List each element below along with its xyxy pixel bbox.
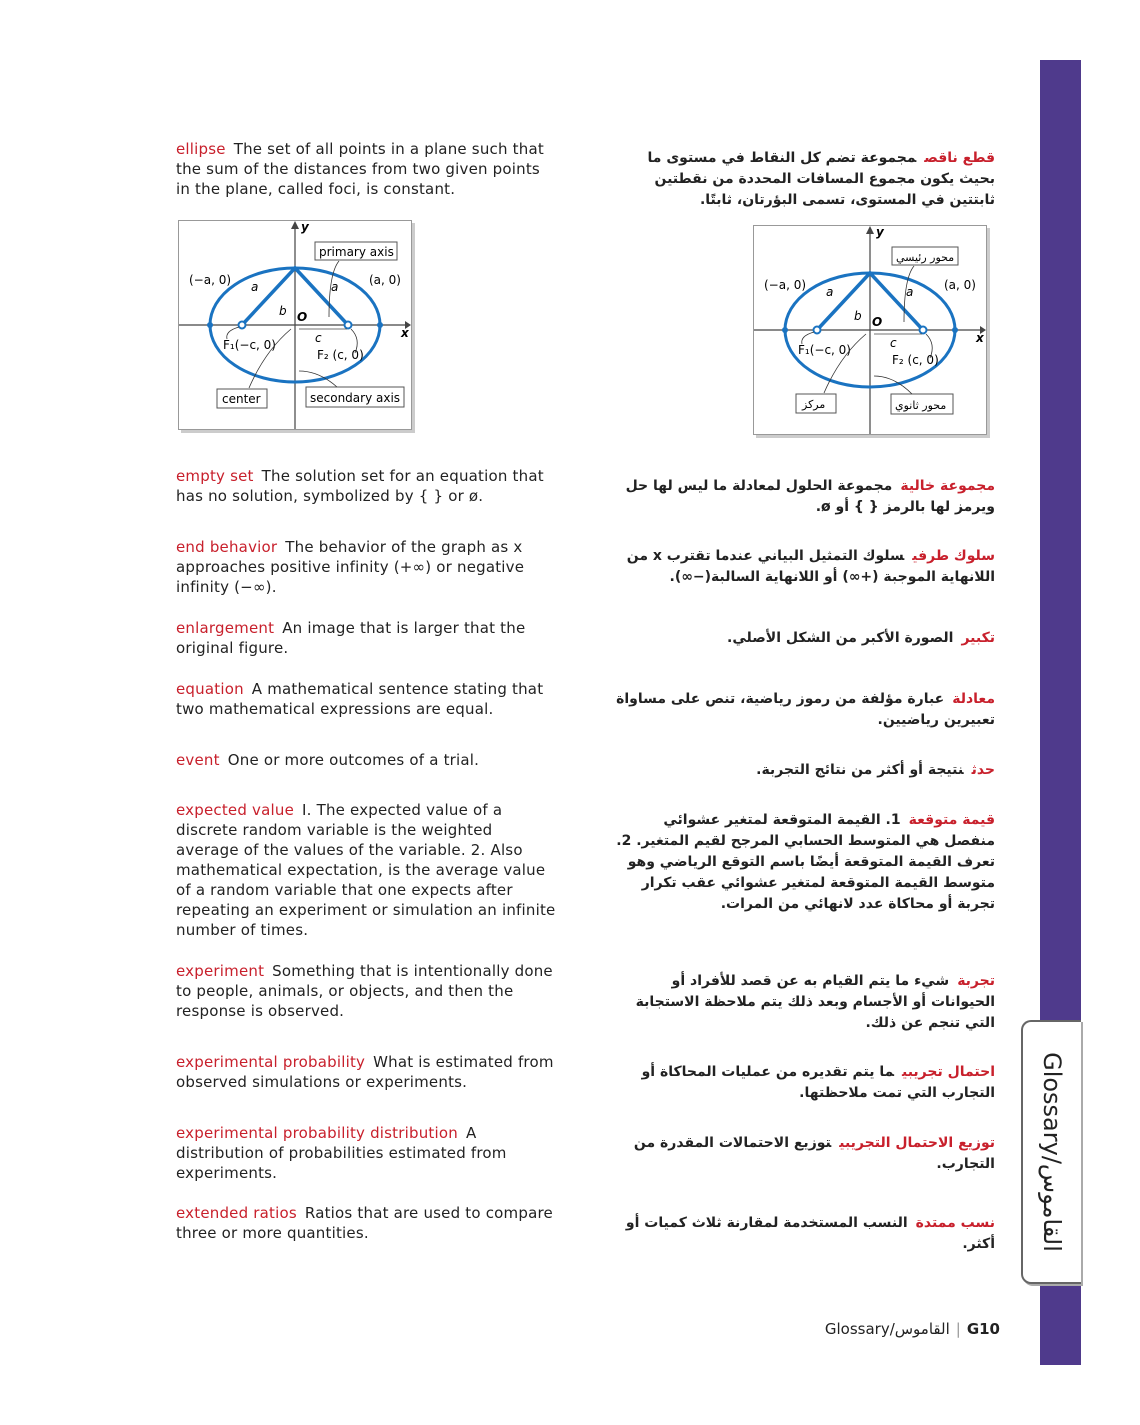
footer-label: Glossary/القاموس xyxy=(824,1320,950,1338)
pos-a-label: (a, 0) xyxy=(369,273,401,287)
term-definition-ar: مجموعة تضم كل النقاط في مستوى ما بحيث يكون مجموع المسافات المحددة من نقطتين ثابتتين في المستوى، تسمى البؤرتان، ثابتًا. xyxy=(647,150,995,208)
term-definition: A distribution of probabilities estimated from experiments. xyxy=(176,1124,507,1182)
f1-label: F₁(−c, 0) xyxy=(223,338,276,352)
entry-extended-ratios-ar xyxy=(610,1213,995,1255)
entry-ellipse-ar xyxy=(610,148,995,211)
f2-label: F₂ (c, 0) xyxy=(317,348,364,362)
a-right-label: a xyxy=(906,285,914,299)
glossary-tab-label: Glossary/القاموس xyxy=(1038,1052,1066,1252)
origin-label: O xyxy=(297,310,308,324)
entry-experimental-probability-distribution-en xyxy=(176,1123,556,1183)
ellipse-figure-ar xyxy=(753,225,987,435)
ellipse-figure-en xyxy=(178,220,412,430)
term-label: empty set xyxy=(176,467,254,485)
entry-experiment-en xyxy=(176,961,556,1021)
c-label: c xyxy=(890,336,897,350)
entry-experimental-probability-distribution-ar xyxy=(610,1133,995,1175)
term-label: event xyxy=(176,751,220,769)
term-definition: The behavior of the graph as x approaches positive infinity (+∞) or negative infinity (−∞). xyxy=(176,538,525,596)
term-label-ar: حدث xyxy=(971,762,995,778)
term-label: enlargement xyxy=(176,619,275,637)
entry-end-behavior-en xyxy=(176,537,556,597)
origin-label: O xyxy=(872,315,883,329)
term-definition: What is estimated from observed simulations or experiments. xyxy=(176,1053,554,1091)
entry-experimental-probability-en xyxy=(176,1052,556,1092)
x-label: x xyxy=(401,326,409,340)
footer-separator: | xyxy=(955,1320,961,1338)
c-label: c xyxy=(315,331,322,345)
center-label: center xyxy=(222,392,261,406)
f1-label: F₁(−c, 0) xyxy=(798,343,851,357)
x-label: x xyxy=(976,331,984,345)
a-left-label: a xyxy=(826,285,834,299)
term-definition: The set of all points in a plane such that the sum of the distances from two given points in the plane, called foci, is constant. xyxy=(176,140,544,198)
primary-axis-label: primary axis xyxy=(319,245,394,259)
term-label-ar: مجموعة خالية xyxy=(900,478,995,494)
term-label-ar: نسب ممتدة xyxy=(915,1215,995,1231)
term-definition: A mathematical sentence stating that two mathematical expressions are equal. xyxy=(176,680,544,718)
term-label-ar: قيمة متوقعة xyxy=(908,812,995,828)
term-label-ar: قطع ناقص xyxy=(924,150,995,166)
term-label-ar: تجربة xyxy=(957,973,995,989)
term-label: ellipse xyxy=(176,140,226,158)
entry-end-behavior-ar xyxy=(610,546,995,588)
entry-experimental-probability-ar xyxy=(610,1062,995,1104)
term-label: extended ratios xyxy=(176,1204,297,1222)
entry-expected-value-ar xyxy=(610,810,995,915)
term-label-ar: سلوك طرفي xyxy=(912,548,995,564)
entry-equation-ar xyxy=(610,689,995,731)
term-definition: I. The expected value of a discrete random variable is the weighted average of the values of the variable. 2. Also mathematical expectation, is the average value of a random variable that one expects after repeating an experiment or simulation an infinite number of times. xyxy=(176,801,556,939)
term-label-ar: توزيع الاحتمال التجريبي xyxy=(839,1135,995,1151)
a-left-label: a xyxy=(251,280,259,294)
entry-event-en xyxy=(176,750,556,770)
term-definition-ar: توزيع الاحتمالات المقدرة من التجارب. xyxy=(633,1135,995,1172)
primary-axis-label: محور رئيسي xyxy=(896,251,955,264)
entry-event-ar xyxy=(610,760,995,781)
entry-empty-set-ar xyxy=(610,476,995,518)
entry-ellipse-en xyxy=(176,139,556,199)
term-definition: Ratios that are used to compare three or more quantities. xyxy=(176,1204,553,1242)
term-label: experimental probability xyxy=(176,1053,366,1071)
neg-a-label: (−a, 0) xyxy=(764,278,807,292)
entry-extended-ratios-en xyxy=(176,1203,556,1243)
term-definition-ar: نتيجة أو أكثر من نتائج التجربة. xyxy=(756,762,964,778)
term-definition: One or more outcomes of a trial. xyxy=(227,751,480,769)
entry-experiment-ar xyxy=(610,971,995,1034)
term-definition-ar: شيء ما يتم القيام به عن قصد للأفراد أو الحيوانات أو الأجسام وبعد ذلك يتم ملاحظة الاستجابة التي تنجم عن ذلك. xyxy=(635,973,995,1031)
term-definition-ar: النسب المستخدمة لمقارنة ثلاث كميات أو أكثر. xyxy=(625,1215,995,1252)
term-label: end behavior xyxy=(176,538,278,556)
term-definition: The solution set for an equation that has no solution, symbolized by { } or ø. xyxy=(176,467,544,505)
y-label: y xyxy=(301,221,309,234)
glossary-tab[interactable] xyxy=(1021,1020,1081,1284)
pos-a-label: (a, 0) xyxy=(944,278,976,292)
ellipse-diagram xyxy=(179,221,411,429)
ellipse-diagram-ar xyxy=(754,226,986,434)
term-definition-ar: سلوك التمثيل البياني عندما تقترب x من اللانهاية الموجبة (+∞) أو اللانهاية السالبة(−∞). xyxy=(626,548,995,585)
secondary-axis-label: محور ثانوي xyxy=(895,399,947,412)
term-definition-ar: مجموعة الحلول لمعادلة ما ليس لها حل ويرمز لها بالرمز { } أو ø. xyxy=(625,478,995,515)
term-definition: Something that is intentionally done to people, animals, or objects, and then the response is observed. xyxy=(176,962,553,1020)
entry-expected-value-en xyxy=(176,800,556,940)
term-definition: An image that is larger that the original figure. xyxy=(176,619,526,657)
entry-enlargement-ar xyxy=(610,628,995,649)
y-label: y xyxy=(876,226,884,239)
term-label: experimental probability distribution xyxy=(176,1124,458,1142)
entry-empty-set-en xyxy=(176,466,556,506)
b-label: b xyxy=(279,304,287,318)
term-label-ar: احتمال تجريبي xyxy=(901,1064,995,1080)
term-label-ar: معادلة xyxy=(952,691,995,707)
neg-a-label: (−a, 0) xyxy=(189,273,232,287)
term-definition-ar: 1. القيمة المتوقعة لمتغير عشوائي منفصل هي المتوسط الحسابي المرجح لقيم المتغير. 2. تعرف القيمة المتوقعة أيضًا باسم التوقع الرياضي وهو متوسط القيمة المتوقعة لمتغير عشوائي عقب تكرار تجربة أو محاكاة عدد لانهائي من المرات. xyxy=(616,812,995,912)
term-label-ar: تكبير xyxy=(961,630,995,646)
f2-label: F₂ (c, 0) xyxy=(892,353,939,367)
term-label: equation xyxy=(176,680,244,698)
entry-equation-en xyxy=(176,679,556,719)
page-footer xyxy=(825,1320,1000,1338)
page-number: G10 xyxy=(966,1320,1000,1338)
term-label: expected value xyxy=(176,801,295,819)
a-right-label: a xyxy=(331,280,339,294)
b-label: b xyxy=(854,309,862,323)
center-label: مركز xyxy=(802,398,826,411)
term-definition-ar: عبارة مؤلفة من رموز رياضية، تنص على مساواة تعبيرين رياضيين. xyxy=(616,691,995,728)
entry-enlargement-en xyxy=(176,618,556,658)
term-definition-ar: ما يتم تقديره من عمليات المحاكاة أو التجارب التي تمت ملاحظتها. xyxy=(641,1064,995,1101)
term-definition-ar: الصورة الأكبر من الشكل الأصلي. xyxy=(727,630,954,646)
secondary-axis-label: secondary axis xyxy=(310,391,401,405)
term-label: experiment xyxy=(176,962,265,980)
